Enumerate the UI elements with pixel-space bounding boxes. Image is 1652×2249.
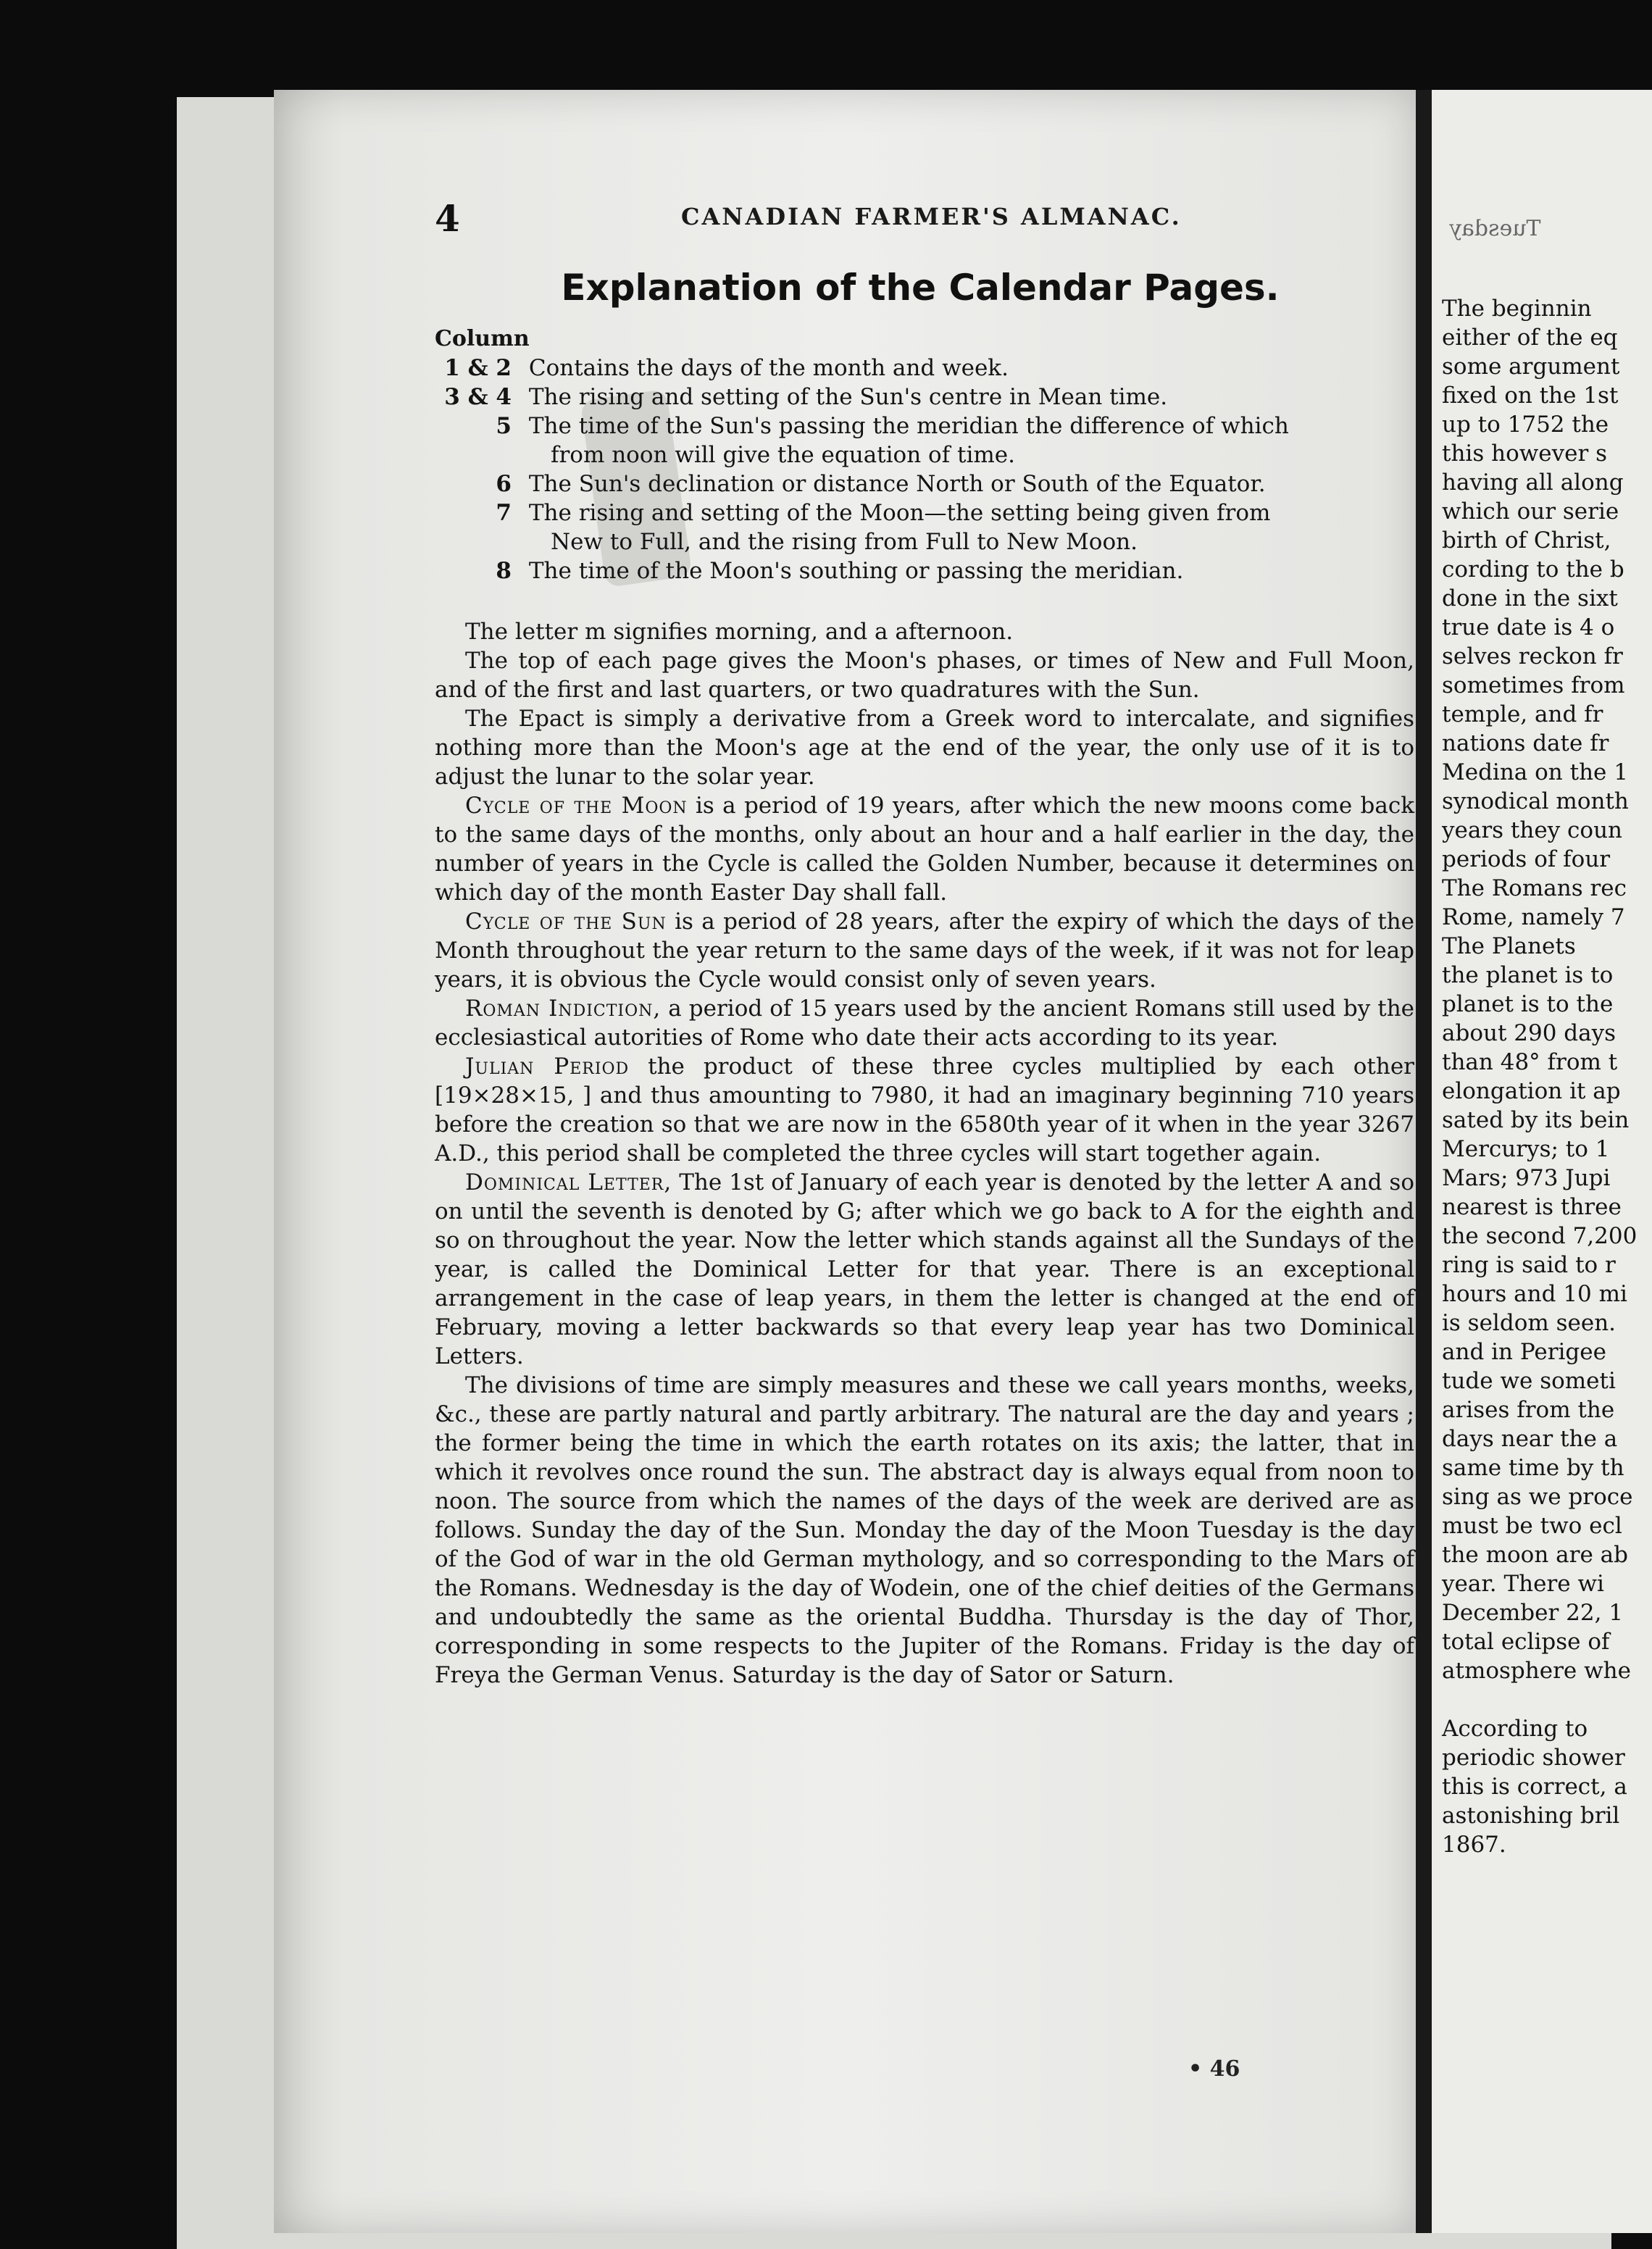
paragraph-text: the product of these three cycles multiplied by each other [19×28×15, ] and thus amounting to 7980, it had an imaginary beginning 710 years before the creation so that we are now in the 6580th year of it when in the year 3267 A.D., this period shall be completed the three cycles will start together again. (435, 1053, 1414, 1167)
column-legend-row (435, 556, 1420, 585)
right-page-line: nearest is three (1442, 1194, 1622, 1220)
column-legend-row (435, 470, 1420, 498)
right-page-line: Medina on the 1 (1442, 759, 1628, 785)
body-paragraph (435, 1168, 1414, 1371)
column-number: 7 (496, 500, 512, 526)
paragraph-lead: Julian Period (465, 1053, 630, 1080)
page-header (435, 190, 1406, 241)
paragraph-text: The Epact is simply a derivative from a Greek word to intercalate, and signifies nothing more than the Moon's age at the end of the year, the only use of it is to adjust the lunar to the solar year. (435, 706, 1414, 790)
right-page-line: up to 1752 the (1442, 412, 1609, 438)
page-number: 4 (435, 197, 460, 240)
right-page-line: temple, and fr (1442, 701, 1603, 727)
column-number: 1 & 2 (444, 355, 512, 381)
column-number: 8 (496, 558, 512, 584)
right-page-line: which our serie (1442, 498, 1619, 525)
right-page-line: astonishing bril (1442, 1803, 1620, 1829)
column-number: 6 (496, 471, 512, 497)
right-page-line: According to (1442, 1716, 1588, 1742)
right-page-line: December 22, 1 (1442, 1600, 1624, 1626)
column-heading: Column (435, 326, 530, 351)
paragraph-text: a period of 15 years used by the ancient Romans still used by the ecclesiastical autorities of Rome who date their acts according to its year. (435, 996, 1415, 1051)
paragraph-lead: Cycle of the Moon (465, 793, 688, 819)
right-page-line: true date is 4 o (1442, 614, 1615, 641)
body-paragraph (435, 791, 1414, 907)
column-description: The Sun's declination or distance North or South of the Equator. (522, 471, 1266, 497)
explanation-body (435, 617, 1414, 1690)
right-page-line: Mars; 973 Jupi (1442, 1165, 1611, 1191)
right-page-line: synodical month (1442, 788, 1629, 814)
paragraph-lead: Dominical Letter, (465, 1169, 672, 1196)
column-legend-row (435, 527, 1420, 556)
right-page-line: atmosphere whe (1442, 1658, 1631, 1684)
column-description: The rising and setting of the Sun's centre in Mean time. (522, 384, 1168, 410)
column-description: Contains the days of the month and week. (522, 355, 1009, 381)
right-page-line: same time by th (1442, 1455, 1624, 1481)
right-page-line: elongation it ap (1442, 1078, 1621, 1104)
paragraph-text: is a period of 19 years, after which the new moons come back to the same days of the months, only about an hour and a half earlier in the day, the number of years in the Cycle is called the Golden Number, because it determines on which day of the month Easter Day shall fall. (435, 793, 1414, 906)
right-page-line: the second 7,200 (1442, 1223, 1638, 1249)
right-page-line: periodic shower (1442, 1745, 1625, 1771)
right-page-line: must be two ecl (1442, 1513, 1622, 1539)
right-page-line: total eclipse of (1442, 1629, 1610, 1655)
column-description: The time of the Sun's passing the meridian the difference of which (522, 413, 1289, 439)
right-page-line: tude we someti (1442, 1368, 1616, 1394)
right-page-line: The Planets (1442, 933, 1576, 959)
right-page-line: either of the eq (1442, 325, 1618, 351)
body-paragraph (435, 617, 1414, 646)
right-page-line: arises from the (1442, 1397, 1615, 1423)
right-page-line: this is correct, a (1442, 1774, 1627, 1800)
paragraph-text: is a period of 28 years, after the expiry of which the days of the Month throughout the year return to the same days of the week, if it was not for leap years, it is obvious the Cycle would consist only of seven years. (435, 909, 1414, 993)
right-page-line (1442, 1685, 1652, 1714)
right-page-line: The beginnin (1442, 296, 1592, 322)
column-description: The time of the Moon's southing or passing the meridian. (522, 558, 1184, 584)
bleed-through-text: Tuesday (1449, 216, 1541, 241)
right-page-line: Rome, namely 7 (1442, 904, 1625, 930)
right-page-line: birth of Christ, (1442, 527, 1611, 554)
right-page-line: the moon are ab (1442, 1542, 1628, 1568)
right-page-line: periods of four (1442, 846, 1611, 872)
right-page-line: 1867. (1442, 1832, 1506, 1858)
column-description: New to Full, and the rising from Full to New Moon. (551, 529, 1138, 555)
paragraph-text: The letter m signifies morning, and a afternoon. (465, 619, 1014, 645)
right-page-line: cording to the b (1442, 556, 1624, 583)
footer-number: 46 (1209, 2056, 1240, 2082)
column-description: from noon will give the equation of time. (551, 442, 1015, 468)
right-page-line: this however s (1442, 441, 1608, 467)
column-number: 5 (496, 413, 512, 439)
paragraph-text: The top of each page gives the Moon's phases, or times of New and Full Moon, and of the first and last quarters, or two quadratures with the Sun. (435, 648, 1414, 703)
right-page-line: and in Perigee (1442, 1339, 1606, 1365)
right-page-text (1442, 294, 1652, 1859)
paragraph-text: The divisions of time are simply measures and these we call years months, weeks, &c., these are partly natural and partly arbitrary. The natural are the day and years ; the former being the time in which the earth rotates on its axis; the latter, that in which it revolves once round the sun. The abstract day is always equal from noon to noon. The source from which the names of the days of the week are derived are as follows. Sunday the day of the Sun. Monday the day of the Moon Tuesday is the day of the God of war in the old German mythology, and so corresponding to the Mars of the Romans. Wednesday is the day of Wodein, one of the chief deities of the Germans and undoubtedly the same as the oriental Buddha. Thursday is the day of Thor, corresponding in some respects to the Jupiter of the Romans. Friday is the day of Freya the German Venus. Saturday is the day of Sator or Saturn. (435, 1372, 1414, 1688)
column-legend-row (435, 412, 1420, 441)
right-page-line: nations date fr (1442, 730, 1609, 756)
right-page-line: planet is to the (1442, 991, 1614, 1017)
body-paragraph (435, 994, 1414, 1052)
column-number: 3 & 4 (444, 384, 512, 410)
right-page-line: years they coun (1442, 817, 1623, 843)
body-paragraph (435, 1052, 1414, 1168)
paragraph-lead: Cycle of the Sun (465, 909, 667, 935)
right-page-line: about 290 days (1442, 1020, 1616, 1046)
column-legend-row (435, 354, 1420, 383)
right-page-line: selves reckon fr (1442, 643, 1623, 669)
right-page-line: some argument (1442, 354, 1620, 380)
right-page-line: Mercurys; to 1 (1442, 1136, 1610, 1162)
right-page-line: sometimes from (1442, 672, 1625, 698)
right-page-line: sated by its bein (1442, 1107, 1630, 1133)
right-page-line: sing as we proce (1442, 1484, 1633, 1510)
column-legend-row (435, 498, 1420, 527)
right-page-line: is seldom seen. (1442, 1310, 1616, 1336)
column-description: The rising and setting of the Moon—the setting being given from (522, 500, 1271, 526)
right-page-line: the planet is to (1442, 962, 1614, 988)
body-paragraph (435, 704, 1414, 791)
column-legend (435, 326, 1420, 585)
paragraph-text: The 1st of January of each year is denoted by the letter A and so on until the seventh is denoted by G; after which we go back to A for the eighth and so on throughout the year. Now the letter which stands against all the Sundays of the year, is called the Dominical Letter for that year. There is an exceptional arrangement in the case of leap years, in them the letter is changed at the end of February, moving a letter backwards so that every leap year has two Dominical Letters. (435, 1169, 1414, 1369)
right-page-line: year. There wi (1442, 1571, 1604, 1597)
right-page-line: having all along (1442, 470, 1624, 496)
footer-mark: • 46 (1188, 2056, 1240, 2082)
column-legend-row (435, 383, 1420, 412)
right-page-line: than 48° from t (1442, 1049, 1618, 1075)
right-page-line: The Romans rec (1442, 875, 1627, 901)
paragraph-lead: Roman Indiction, (465, 996, 662, 1022)
page-title: Explanation of the Calendar Pages. (561, 267, 1280, 309)
right-page-line: fixed on the 1st (1442, 383, 1619, 409)
right-page-line: done in the sixt (1442, 585, 1618, 612)
right-page-line: hours and 10 mi (1442, 1281, 1627, 1307)
body-paragraph (435, 907, 1414, 994)
body-paragraph (435, 646, 1414, 704)
column-legend-row (435, 441, 1420, 470)
running-title: CANADIAN FARMER'S ALMANAC. (681, 203, 1182, 230)
right-page-line: ring is said to r (1442, 1252, 1616, 1278)
right-page-line: days near the a (1442, 1426, 1618, 1452)
body-paragraph (435, 1371, 1414, 1690)
